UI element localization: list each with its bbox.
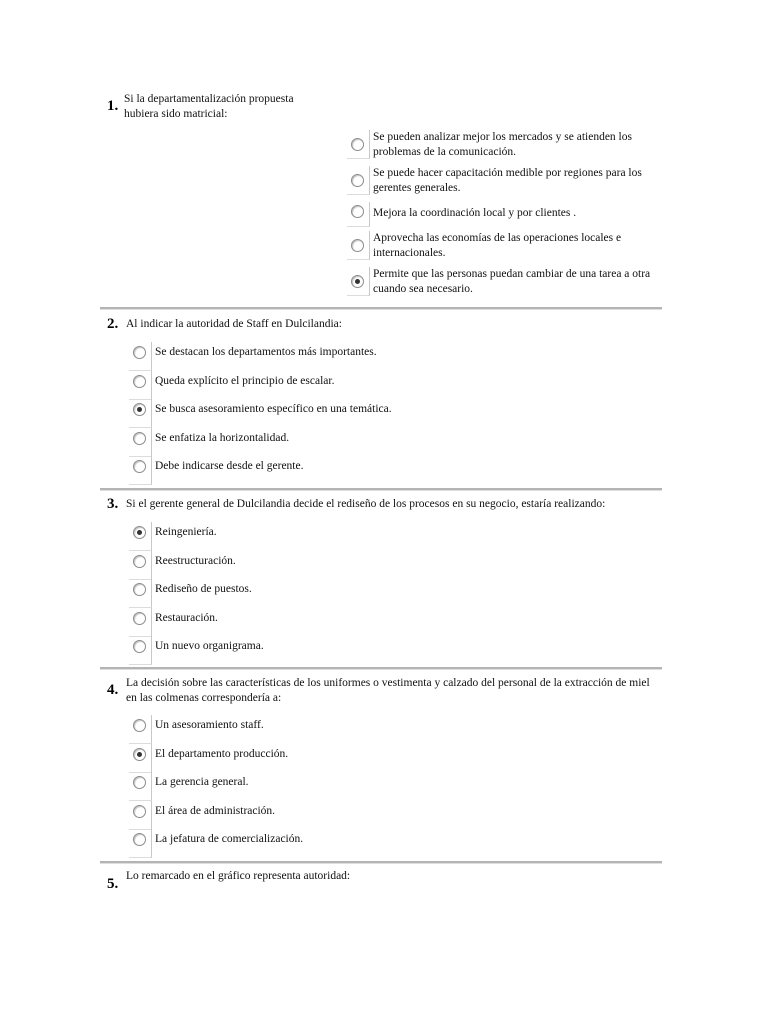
radio-cell: [129, 371, 152, 400]
radio-button[interactable]: [133, 612, 146, 625]
radio-cell: [129, 428, 152, 457]
option-2-4[interactable]: [129, 428, 529, 456]
radio-button[interactable]: [351, 239, 364, 252]
question-2: [100, 314, 662, 489]
radio-button-selected[interactable]: [133, 403, 146, 416]
option-2-1[interactable]: [129, 342, 529, 370]
radio-cell: [129, 636, 152, 665]
option-label: Reestructuración.: [155, 555, 236, 567]
separator: [100, 307, 662, 310]
option-label: Un nuevo organigrama.: [155, 640, 264, 652]
radio-button[interactable]: [351, 205, 364, 218]
option-label: Se pueden analizar mejor los mercados y se atienden los problemas de la comunicación.: [373, 131, 632, 158]
separator: [100, 861, 662, 864]
radio-button[interactable]: [133, 583, 146, 596]
radio-button[interactable]: [351, 174, 364, 187]
radio-cell: [347, 231, 370, 260]
separator: [100, 667, 662, 670]
radio-button[interactable]: [133, 555, 146, 568]
question-number: 4.: [107, 682, 119, 698]
option-1-3[interactable]: [347, 202, 662, 226]
question-number: 3.: [107, 496, 119, 512]
radio-button-selected[interactable]: [351, 275, 364, 288]
question-text: Lo remarcado en el gráfico representa autoridad:: [126, 870, 351, 882]
question-text: Si la departamentalización propuesta hubiera sido matricial:: [124, 93, 294, 120]
question-number: 1.: [107, 98, 119, 114]
radio-cell: [347, 202, 370, 227]
option-label: Se busca asesoramiento específico en una temática.: [155, 403, 392, 415]
question-4: [100, 674, 662, 859]
question-1: [100, 90, 662, 305]
radio-cell: [129, 551, 152, 580]
option-4-4[interactable]: [129, 801, 529, 829]
option-label: Restauración.: [155, 612, 218, 624]
radio-button[interactable]: [133, 346, 146, 359]
option-label: Reingeniería.: [155, 526, 217, 538]
option-label: El área de administración.: [155, 805, 276, 817]
radio-button[interactable]: [351, 138, 364, 151]
option-3-3[interactable]: [129, 579, 529, 607]
option-label: Aprovecha las economías de las operaciones locales e internacionales.: [373, 232, 622, 259]
option-4-1[interactable]: [129, 715, 529, 743]
option-1-4[interactable]: [347, 231, 662, 259]
question-5: [100, 868, 662, 908]
option-label: Se destacan los departamentos más importantes.: [155, 346, 377, 358]
radio-cell: [347, 166, 370, 195]
radio-cell: [129, 579, 152, 608]
radio-button[interactable]: [133, 805, 146, 818]
question-3: [100, 494, 662, 666]
radio-cell: [129, 772, 152, 801]
option-label: La jefatura de comercialización.: [155, 833, 304, 845]
radio-button[interactable]: [133, 833, 146, 846]
radio-button[interactable]: [133, 640, 146, 653]
option-2-5[interactable]: [129, 456, 529, 484]
radio-button[interactable]: [133, 460, 146, 473]
option-3-4[interactable]: [129, 608, 529, 636]
option-2-3[interactable]: [129, 399, 529, 427]
radio-cell: [129, 715, 152, 744]
radio-cell: [129, 399, 152, 428]
question-text: Si el gerente general de Dulcilandia decide el rediseño de los procesos en su negocio, estaría realizando:: [126, 498, 606, 510]
option-label: Debe indicarse desde el gerente.: [155, 460, 304, 472]
option-label: Mejora la coordinación local y por clientes .: [373, 207, 577, 219]
option-label: Se enfatiza la horizontalidad.: [155, 432, 290, 444]
radio-cell: [129, 456, 152, 485]
question-text: La decisión sobre las características de los uniformes o vestimenta y calzado del personal de la extracción de miel en las colmenas correspondería a:: [126, 677, 650, 704]
radio-button-selected[interactable]: [133, 748, 146, 761]
radio-button[interactable]: [133, 375, 146, 388]
option-label: Queda explícito el principio de escalar.: [155, 375, 335, 387]
option-2-2[interactable]: [129, 371, 529, 399]
option-label: Rediseño de puestos.: [155, 583, 252, 595]
option-1-5[interactable]: [347, 267, 662, 295]
radio-button[interactable]: [133, 432, 146, 445]
option-label: Se puede hacer capacitación medible por regiones para los gerentes generales.: [373, 167, 642, 194]
option-1-1[interactable]: [347, 130, 662, 158]
option-1-2[interactable]: [347, 166, 662, 194]
radio-button[interactable]: [133, 776, 146, 789]
radio-cell: [129, 342, 152, 371]
option-label: El departamento producción.: [155, 748, 289, 760]
option-3-5[interactable]: [129, 636, 529, 664]
radio-button-selected[interactable]: [133, 526, 146, 539]
question-text: Al indicar la autoridad de Staff en Dulcilandia:: [126, 318, 342, 330]
option-4-5[interactable]: [129, 829, 529, 857]
separator: [100, 488, 662, 491]
option-label: La gerencia general.: [155, 776, 249, 788]
radio-cell: [129, 801, 152, 830]
radio-cell: [347, 267, 370, 296]
option-4-2[interactable]: [129, 744, 529, 772]
question-number: 2.: [107, 316, 119, 332]
radio-cell: [129, 522, 152, 551]
option-3-1[interactable]: [129, 522, 529, 550]
radio-cell: [129, 608, 152, 637]
option-4-3[interactable]: [129, 772, 529, 800]
option-3-2[interactable]: [129, 551, 529, 579]
radio-cell: [347, 130, 370, 159]
radio-cell: [129, 744, 152, 773]
question-number: 5.: [107, 876, 119, 892]
radio-button[interactable]: [133, 719, 146, 732]
option-label: Un asesoramiento staff.: [155, 719, 264, 731]
option-label: Permite que las personas puedan cambiar de una tarea a otra cuando sea necesario.: [373, 268, 651, 295]
radio-cell: [129, 829, 152, 858]
